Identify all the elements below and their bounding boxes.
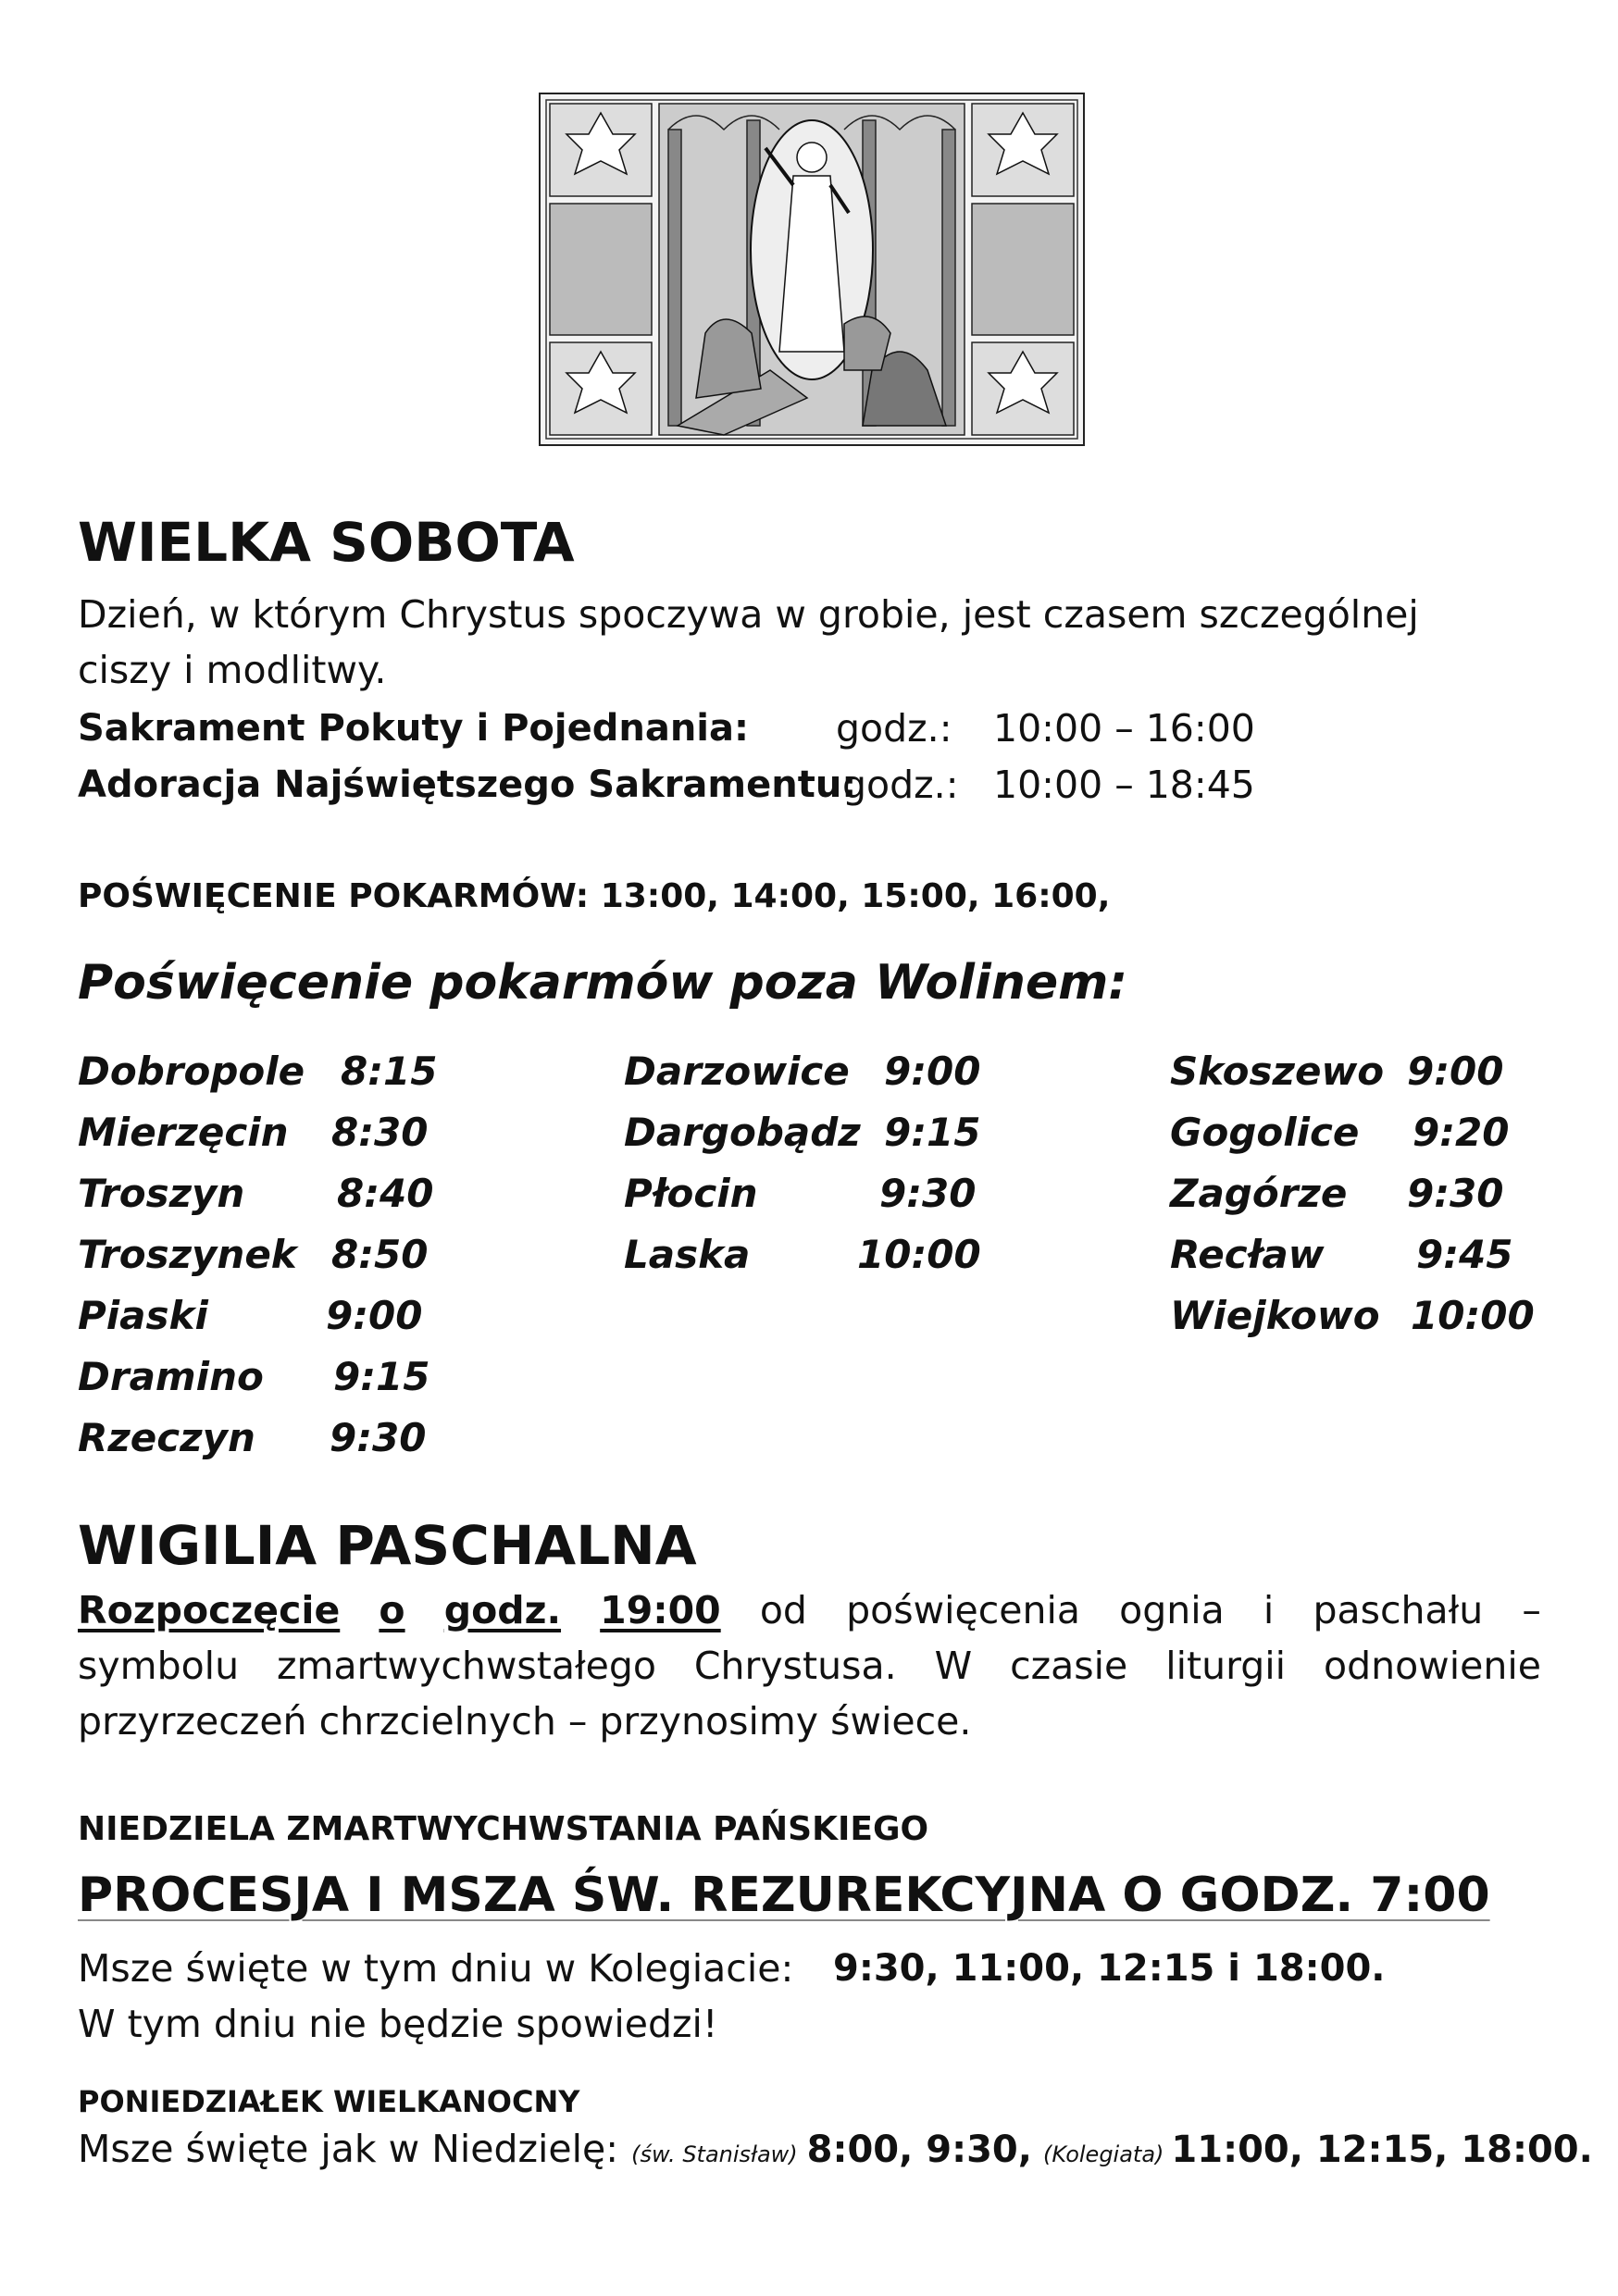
vigil-title: WIGILIA PASCHALNA	[78, 1514, 697, 1577]
adoration-label: Adoracja Najświętszego Sakramentu:	[78, 763, 857, 806]
kolegiata-label: (Kolegiata)	[1042, 2141, 1164, 2167]
location-time: 9:15	[884, 1110, 981, 1155]
location-time: 9:00	[326, 1293, 423, 1338]
monday-title: PONIEDZIAŁEK WIELKANOCNY	[78, 2084, 580, 2119]
location-name: Zagórze	[1170, 1171, 1348, 1216]
vigil-word: od	[759, 1588, 807, 1632]
location-name: Skoszewo	[1170, 1049, 1385, 1094]
location-time: 9:45	[1416, 1232, 1513, 1277]
vigil-word: Chrystusa.	[693, 1644, 897, 1688]
vigil-start-word: godz.	[443, 1588, 562, 1632]
location-time: 8:50	[331, 1232, 429, 1277]
location-name: Laska	[624, 1232, 751, 1277]
food-blessing-line: POŚWIĘCENIE POKARMÓW: 13:00, 14:00, 15:00, 16:00,	[78, 877, 1111, 915]
vigil-line2	[78, 1644, 1541, 1688]
outside-wolin-heading: Poświęcenie pokarmów poza Wolinem:	[78, 955, 1128, 1011]
location-time: 9:30	[879, 1171, 977, 1216]
vigil-word: czasie	[1010, 1644, 1128, 1688]
saturday-title: WIELKA SOBOTA	[78, 511, 575, 574]
vigil-word: W	[934, 1644, 973, 1688]
vigil-line1	[78, 1588, 1541, 1632]
resurrection-engraving	[539, 93, 1085, 446]
location-name: Gogolice	[1170, 1110, 1360, 1155]
no-confession-note: W tym dniu nie będzie spowiedzi!	[78, 2002, 718, 2046]
monday-lead: Msze święte jak w Niedzielę:	[78, 2127, 619, 2171]
vigil-word: ognia	[1119, 1588, 1225, 1632]
location-name: Mierzęcin	[78, 1110, 289, 1155]
location-name: Dramino	[78, 1354, 264, 1399]
location-name: Troszynek	[78, 1232, 297, 1277]
stanislaw-label: (św. Stanisław)	[631, 2141, 798, 2167]
stanislaw-times: 8:00, 9:30,	[806, 2128, 1032, 2171]
sunday-title: NIEDZIELA ZMARTWYCHWSTANIA PAŃSKIEGO	[78, 1810, 929, 1848]
location-name: Dargobądz	[624, 1110, 861, 1155]
sunday-masses-times: 9:30, 11:00, 12:15 i 18:00.	[833, 1947, 1386, 1990]
location-time: 10:00	[857, 1232, 981, 1277]
location-name: Recław	[1170, 1232, 1325, 1277]
resurrection-procession: PROCESJA I MSZA ŚW. REZUREKCYJNA O GODZ. 7:00	[78, 1868, 1490, 1923]
location-name: Wiejkowo	[1170, 1293, 1380, 1338]
vigil-word: paschału	[1313, 1588, 1484, 1632]
location-time: 9:20	[1413, 1110, 1510, 1155]
vigil-start-word: Rozpoczęcie	[78, 1588, 341, 1632]
location-time: 8:15	[341, 1049, 438, 1094]
adoration-time: 10:00 – 18:45	[993, 763, 1255, 807]
vigil-word: zmartwychwstałego	[277, 1644, 656, 1688]
location-time: 8:40	[337, 1171, 434, 1216]
location-name: Dobropole	[78, 1049, 305, 1094]
location-time: 10:00	[1411, 1293, 1535, 1338]
confession-time: 10:00 – 16:00	[993, 706, 1255, 751]
location-name: Troszyn	[78, 1171, 245, 1216]
vigil-start-time: 19:00	[600, 1588, 721, 1632]
location-time: 8:30	[331, 1110, 429, 1155]
vigil-word: odnowienie	[1324, 1644, 1541, 1688]
location-time: 9:15	[333, 1354, 430, 1399]
saturday-intro-line1: Dzień, w którym Chrystus spoczywa w grobie, jest czasem szczególnej	[78, 592, 1419, 637]
location-time: 9:30	[1407, 1171, 1504, 1216]
location-name: Płocin	[624, 1171, 758, 1216]
location-name: Rzeczyn	[78, 1415, 255, 1460]
vigil-line3: przyrzeczeń chrzcielnych – przynosimy świece.	[78, 1699, 972, 1744]
vigil-word: liturgii	[1165, 1644, 1287, 1688]
location-name: Darzowice	[624, 1049, 850, 1094]
vigil-word: symbolu	[78, 1644, 240, 1688]
vigil-word: i	[1263, 1588, 1275, 1632]
location-time: 9:30	[330, 1415, 427, 1460]
location-time: 9:00	[884, 1049, 981, 1094]
location-time: 9:00	[1407, 1049, 1504, 1094]
location-name: Piaski	[78, 1293, 208, 1338]
vigil-word: poświęcenia	[846, 1588, 1080, 1632]
vigil-start-word: o	[379, 1588, 405, 1632]
adoration-godz: godz.:	[842, 763, 959, 807]
saturday-intro-line2: ciszy i modlitwy.	[78, 648, 387, 692]
vigil-word: –	[1522, 1588, 1541, 1632]
kolegiata-times: 11:00, 12:15, 18:00.	[1171, 2128, 1593, 2171]
sunday-masses-label: Msze święte w tym dniu w Kolegiacie:	[78, 1946, 794, 1991]
monday-masses-line	[78, 2127, 1593, 2171]
confession-label: Sakrament Pokuty i Pojednania:	[78, 707, 749, 750]
confession-godz: godz.:	[836, 706, 952, 751]
